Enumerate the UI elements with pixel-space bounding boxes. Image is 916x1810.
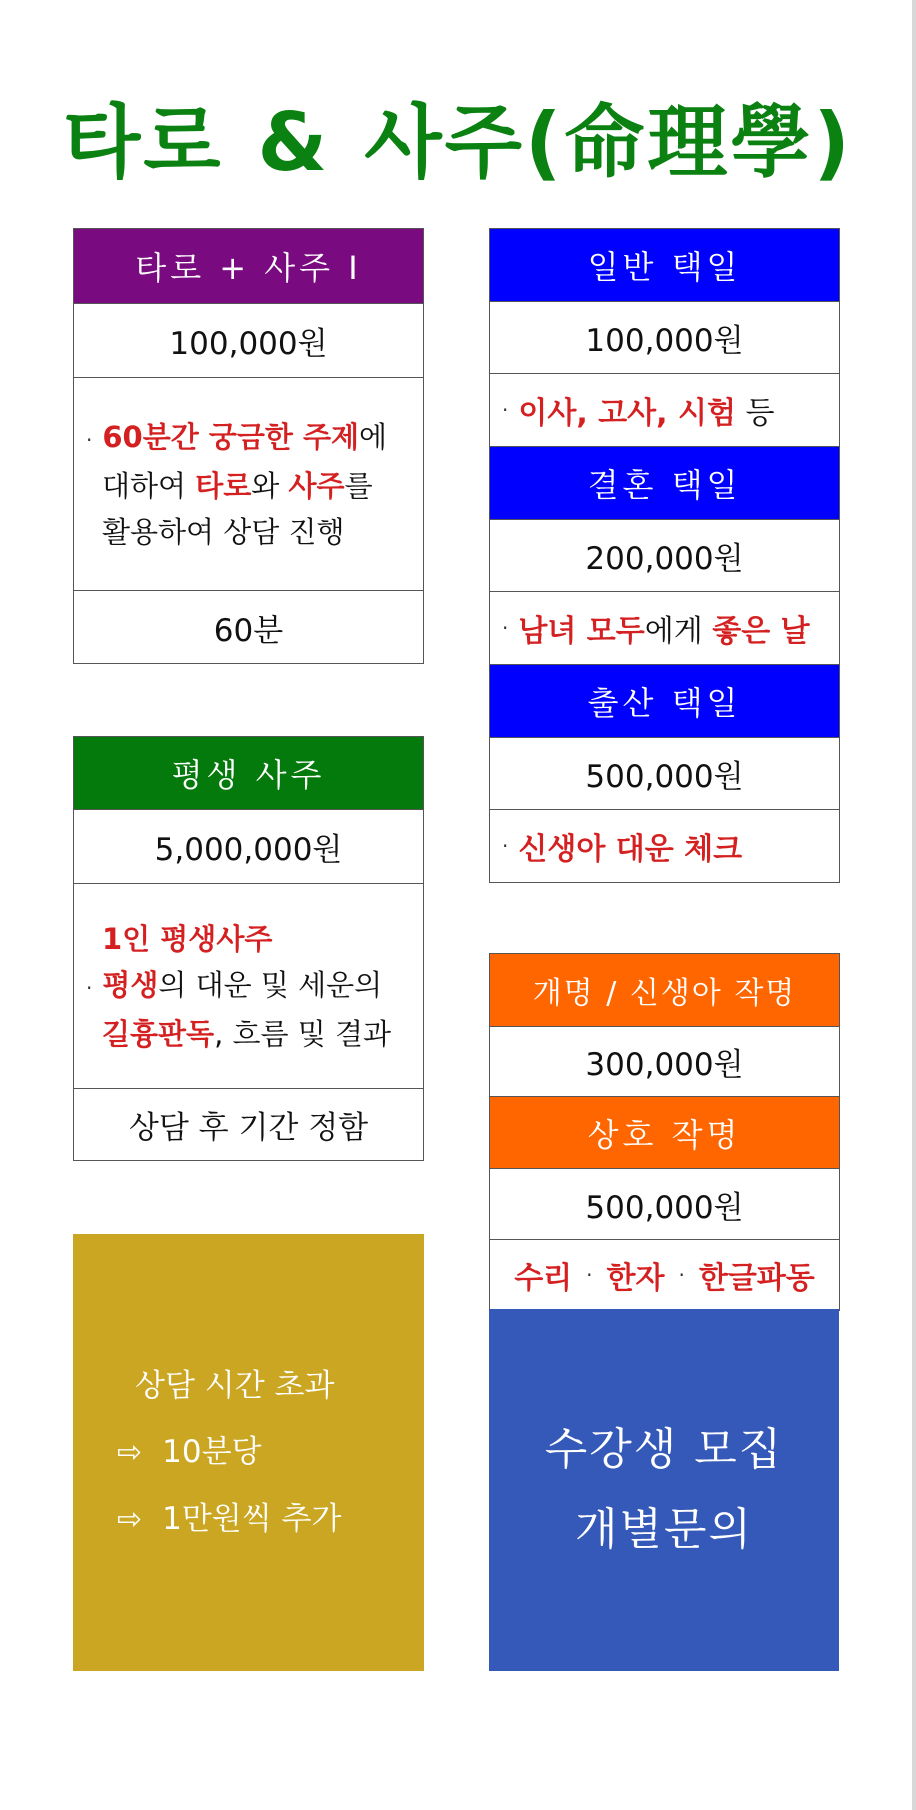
naming-price: 300,000원: [489, 1026, 840, 1097]
lifetime-saju-header: 평생 사주: [73, 736, 424, 810]
desc-highlight: 1인 평생사주: [102, 921, 273, 956]
naming-header: 개명 / 신생아 작명: [489, 953, 840, 1027]
desc-text: 와: [251, 468, 289, 503]
wedding-date-price: 200,000원: [489, 519, 840, 592]
overtime-notice: [73, 1234, 424, 1671]
arrow-right-icon: ⇨: [117, 1434, 143, 1470]
general-date-price: 100,000원: [489, 301, 840, 374]
desc-highlight: 길흉판독: [102, 1016, 215, 1051]
note-text: 등: [735, 396, 775, 431]
tarot-saju-duration: 60분: [73, 590, 424, 664]
birth-date-header: 출산 택일: [489, 664, 840, 738]
note-text: 에게: [644, 614, 713, 649]
note-highlight: 좋은 날: [712, 614, 810, 649]
lifetime-saju-description: [73, 883, 424, 1089]
desc-highlight: 60분간 궁금한 주제: [102, 419, 360, 454]
student-recruit-banner: [489, 1309, 839, 1671]
bullet-dot: ·: [502, 616, 509, 640]
tarot-saju-price: 100,000원: [73, 303, 424, 378]
birth-date-price: 500,000원: [489, 737, 840, 810]
general-date-note: [489, 373, 840, 447]
title-part2: 사주(命理學): [364, 96, 853, 189]
business-naming-price: 500,000원: [489, 1168, 840, 1240]
bullet-dot: ·: [86, 427, 93, 452]
overtime-fee: 1만원씩 추가: [162, 1500, 342, 1537]
desc-text: 에: [359, 419, 388, 454]
desc-highlight: 평생: [102, 967, 159, 1002]
overtime-title: 상담 시간 초과: [135, 1367, 335, 1404]
title-ampersand: &: [257, 96, 331, 189]
bullet-dot: ·: [502, 834, 509, 858]
birth-date-note: [489, 809, 840, 883]
business-naming-note: [489, 1239, 840, 1311]
general-date-header: 일반 택일: [489, 228, 840, 302]
recruit-title: 수강생 모집: [544, 1424, 784, 1475]
note-highlight: 이사, 고사, 시험: [518, 396, 736, 431]
note-highlight: 신생아 대운 체크: [518, 832, 743, 867]
wedding-date-note: [489, 591, 840, 665]
note-highlight: 한자: [606, 1261, 665, 1296]
lifetime-saju-duration: 상담 후 기간 정함: [73, 1088, 424, 1161]
desc-text: 를: [344, 468, 373, 503]
desc-highlight: 타로: [195, 468, 252, 503]
desc-text: 대하여: [102, 468, 196, 503]
note-highlight: 남녀 모두: [518, 614, 645, 649]
note-highlight: 한글파동: [698, 1261, 815, 1296]
bullet-dot: ·: [86, 975, 93, 1000]
desc-text: 활용하여 상담 진행: [102, 514, 345, 549]
tarot-saju-description: [73, 377, 424, 591]
desc-highlight: 사주: [288, 468, 345, 503]
separator-dot: ·: [678, 1263, 685, 1287]
tarot-saju-header: 타로 + 사주 Ⅰ: [73, 228, 424, 304]
title-part1: 타로: [62, 96, 224, 189]
note-highlight: 수리: [514, 1261, 573, 1296]
page-edge: [912, 0, 916, 1810]
separator-dot: ·: [586, 1263, 593, 1287]
business-naming-header: 상호 작명: [489, 1096, 840, 1169]
bullet-dot: ·: [502, 398, 509, 422]
desc-text: 의 대운 및 세운의: [158, 967, 383, 1002]
lifetime-saju-price: 5,000,000원: [73, 809, 424, 884]
recruit-subtitle: 개별문의: [574, 1504, 753, 1555]
wedding-date-header: 결혼 택일: [489, 446, 840, 520]
page-title: [0, 88, 916, 198]
overtime-unit: 10분당: [162, 1433, 262, 1470]
desc-text: , 흐름 및 결과: [214, 1016, 392, 1051]
arrow-right-icon: ⇨: [117, 1501, 143, 1537]
